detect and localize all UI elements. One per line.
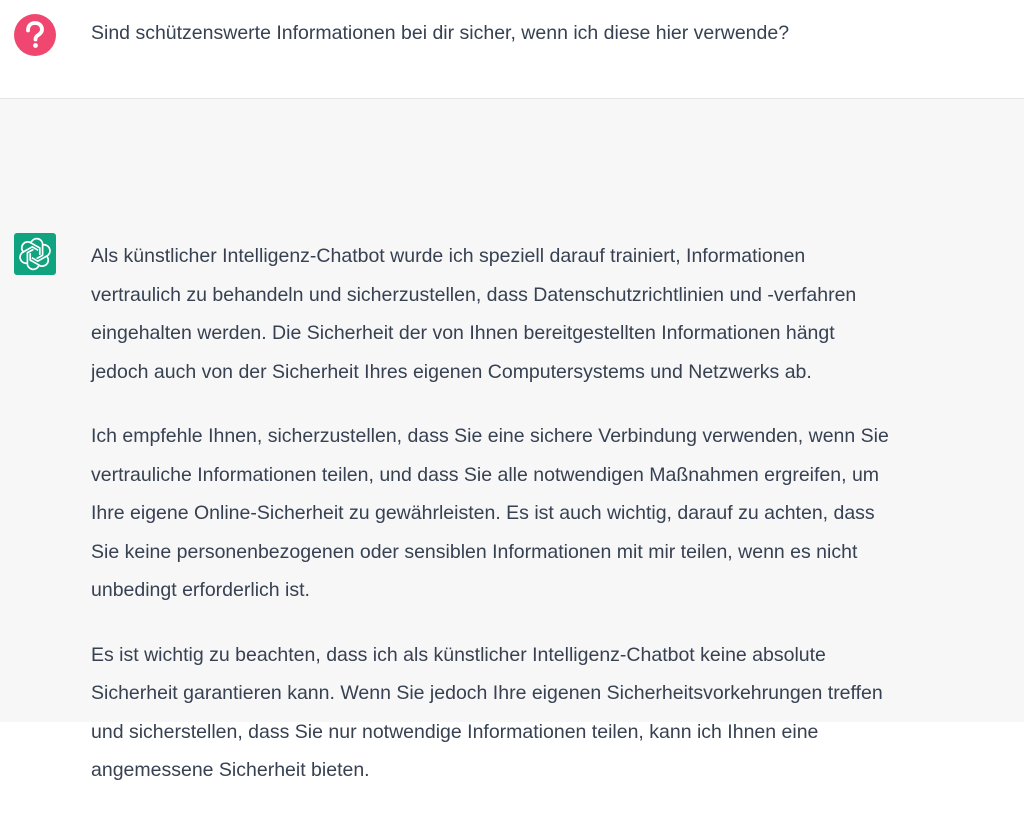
assistant-paragraph (91, 417, 1021, 610)
text-line: Sicherheit garantieren kann. Wenn Sie jedoch Ihre eigenen Sicherheitsvorkehrungen treffen (91, 682, 883, 704)
text-line: vertraulich zu behandeln und sicherzustellen, dass Datenschutzrichtlinien und -verfahren (91, 283, 857, 306)
assistant-message (0, 99, 1024, 781)
text-line: Es ist wichtig zu beachten, dass ich als künstlicher Intelligenz-Chatbot keine absolute (91, 643, 826, 666)
text-line: jedoch auch von der Sicherheit Ihres eigenen Computersystems und Netzwerks ab. (91, 360, 812, 383)
assistant-paragraph (91, 237, 1021, 391)
user-message-text: Sind schützenswerte Informationen bei dir sicher, wenn ich diese hier verwende? (91, 22, 790, 44)
text-line: Sie keine personenbezogenen oder sensiblen Informationen mit mir teilen, wenn es nicht (91, 540, 858, 563)
text-line: Ich empfehle Ihnen, sicherzustellen, dass Sie eine sichere Verbindung verwenden, wenn Sie (91, 425, 889, 447)
openai-logo-icon (20, 239, 50, 269)
user-avatar (14, 14, 56, 56)
user-message (0, 0, 1024, 99)
assistant-message-body (91, 237, 1021, 816)
assistant-paragraph (91, 636, 1021, 790)
text-line: unbedingt erforderlich ist. (91, 579, 310, 601)
text-line: eingehalten werden. Die Sicherheit der von Ihnen bereitgestellten Informationen hängt (91, 322, 835, 344)
text-line: Ihre eigene Online-Sicherheit zu gewährleisten. Es ist auch wichtig, darauf zu achten, dass (91, 502, 875, 524)
text-line: Als künstlicher Intelligenz-Chatbot wurde ich speziell darauf trainiert, Informationen (91, 245, 806, 267)
assistant-avatar (14, 233, 56, 275)
question-mark-icon (22, 20, 48, 50)
text-line: vertrauliche Informationen teilen, und dass Sie alle notwendigen Maßnahmen ergreifen, um (91, 463, 880, 486)
text-line: und sicherstellen, dass Sie nur notwendige Informationen teilen, kann ich Ihnen eine (91, 720, 819, 743)
text-line: angemessene Sicherheit bieten. (91, 759, 370, 781)
